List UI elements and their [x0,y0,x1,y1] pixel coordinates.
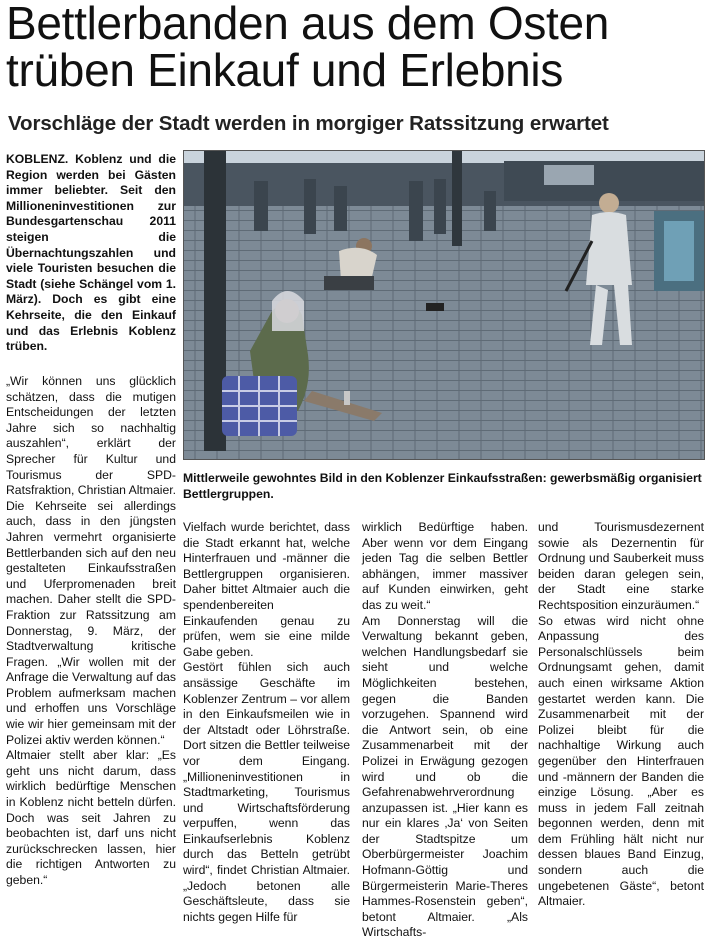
paragraph: Am Donnerstag will die Verwaltung bekannt geben, welchen Handlungsbedarf sie sieht und welche Möglichkeiten bestehen, gegen die Banden vorzugehen. Spannend wird die Antwort sein, ob eine Zusammenarbeit mit der Polizei in Erwägung gezogen wird und ob die Gefahrenabwehrverordnung anzupassen ist. „Hier kann es nur ein klares ‚Ja‘ von Seiten der Stadtspitze um Oberbürgermeister Joachim Hofmann-Göttig und Bürgermeisterin Marie-Theres Hammes-Rosenstein geben“, betont Altmaier. „Als Wirtschafts- [362,613,528,940]
paragraph: wirklich Bedürftige haben. Aber wenn vor dem Eingang jeden Tag die selben Bettler abhängen, immer massiver auf Kunden einwirken, geht das zu weit.“ [362,520,528,612]
lead-paragraph: KOBLENZ. Koblenz und die Region werden bei Gästen immer beliebter. Seit den Millioneninvestitionen zur Bundesgartenschau 2011 steigen die Übernachtungszahlen und viele Touristen besuchen die Stadt (siehe Schängel vom 1. März). Doch es gibt eine Kehrseite, die den Einkauf und das Erlebnis Koblenz trüben. [6,152,176,354]
paragraph: Altmaier stellt aber klar: „Es geht uns nicht darum, dass wirklich bedürftige Menschen in Koblenz nicht betteln dürfen. Doch was seit Jahren zu beobachten ist, darf uns nicht zurückschrecken lassen, hier die richtigen Antworten zu geben.“ [6,748,176,887]
paragraph: „Wir können uns glücklich schätzen, dass die mutigen Entscheidungen der letzten Jahre sich so nachhaltig auszahlen“, erklärt der Sprecher für Kultur und Tourismus der SPD-Ratsfraktion, Christian Altmaier. Die Kehrseite sei allerdings auch, dass in den jüngsten Jahren vermehrt organisierte Bettlerbanden sich auf den neu gestalteten Einkaufsstraßen und Uferpromenaden breit machen. Daher stellt die SPD-Fraktion zur Ratssitzung am Donnerstag, 9. März, der Stadtverwaltung kritische Fragen. „Wir wollen mit der Anfrage die Verwaltung auf das Problem aufmerksam machen und erhoffen uns Vorschläge wie wir hier gemeinsam mit der Polizei aktiv werden können.“ [6,374,177,747]
paragraph: So etwas wird nicht ohne Anpassung des Personalschlüssels beim Ordnungsamt gehen, damit auch einen wirksame Aktion gestartet werden kann. Die Zusammenarbeit mit der Polizei bleibt für die nachhaltige Wirkung auch gegenüber den Hinterfrauen und -männern der Banden die einzige Lösung. „Aber es muss in jedem Fall zeitnah begonnen werden, denn mit dem Frühling hält nicht nur dessen blaues Band Einzug, sondern auch die ungebetenen Gäste“, betont Altmaier. [538,613,704,909]
column-4 [538,520,704,910]
paragraph: und Tourismusdezernent sowie als Dezernentin für Ordnung und Sauberkeit muss beiden daran gelegen sein, der Stadt eine starke Rechtsposition einzuräumen.“ [538,520,704,612]
column-2 [183,520,350,925]
street-photo [183,150,705,460]
column-3 [362,520,528,941]
subheadline: Vorschläge der Stadt werden in morgiger Ratssitzung erwartet [8,112,609,135]
street-scene-illustration [184,151,704,459]
paragraph: Vielfach wurde berichtet, dass die Stadt erkannt hat, welche Hinterfrauen und -männer die Bettlergruppen organisieren. Daher bittet Altmaier auch die spendenbereiten Einkaufenden genau zu prüfen, wem sie eine milde Gabe geben. [183,520,350,659]
paragraph: Gestört fühlen sich auch ansässige Geschäfte im Koblenzer Zentrum – vor allem in den Einkaufsmeilen wie in der Altstadt oder Löhrstraße. Dort sitzen die Bettler teilweise vor dem Eingang. „Millioneninvestitionen in Stadtmarketing, Tourismus und Wirtschaftsförderung verpuffen, wenn das Einkaufserlebnis Koblenz durch das Betteln getrübt wird“, findet Christian Altmaier. „Jedoch betonen alle Geschäftsleute, dass sie nichts gegen Hilfe für [183,660,350,924]
headline: Bettlerbanden aus dem Osten trüben Einkauf und Erlebnis [6,0,610,96]
column-1 [6,374,176,889]
photo-caption: Mittlerweile gewohntes Bild in den Koblenzer Einkaufsstraßen: gewerbsmäßig organisiert Bettlergruppen. [183,471,702,501]
